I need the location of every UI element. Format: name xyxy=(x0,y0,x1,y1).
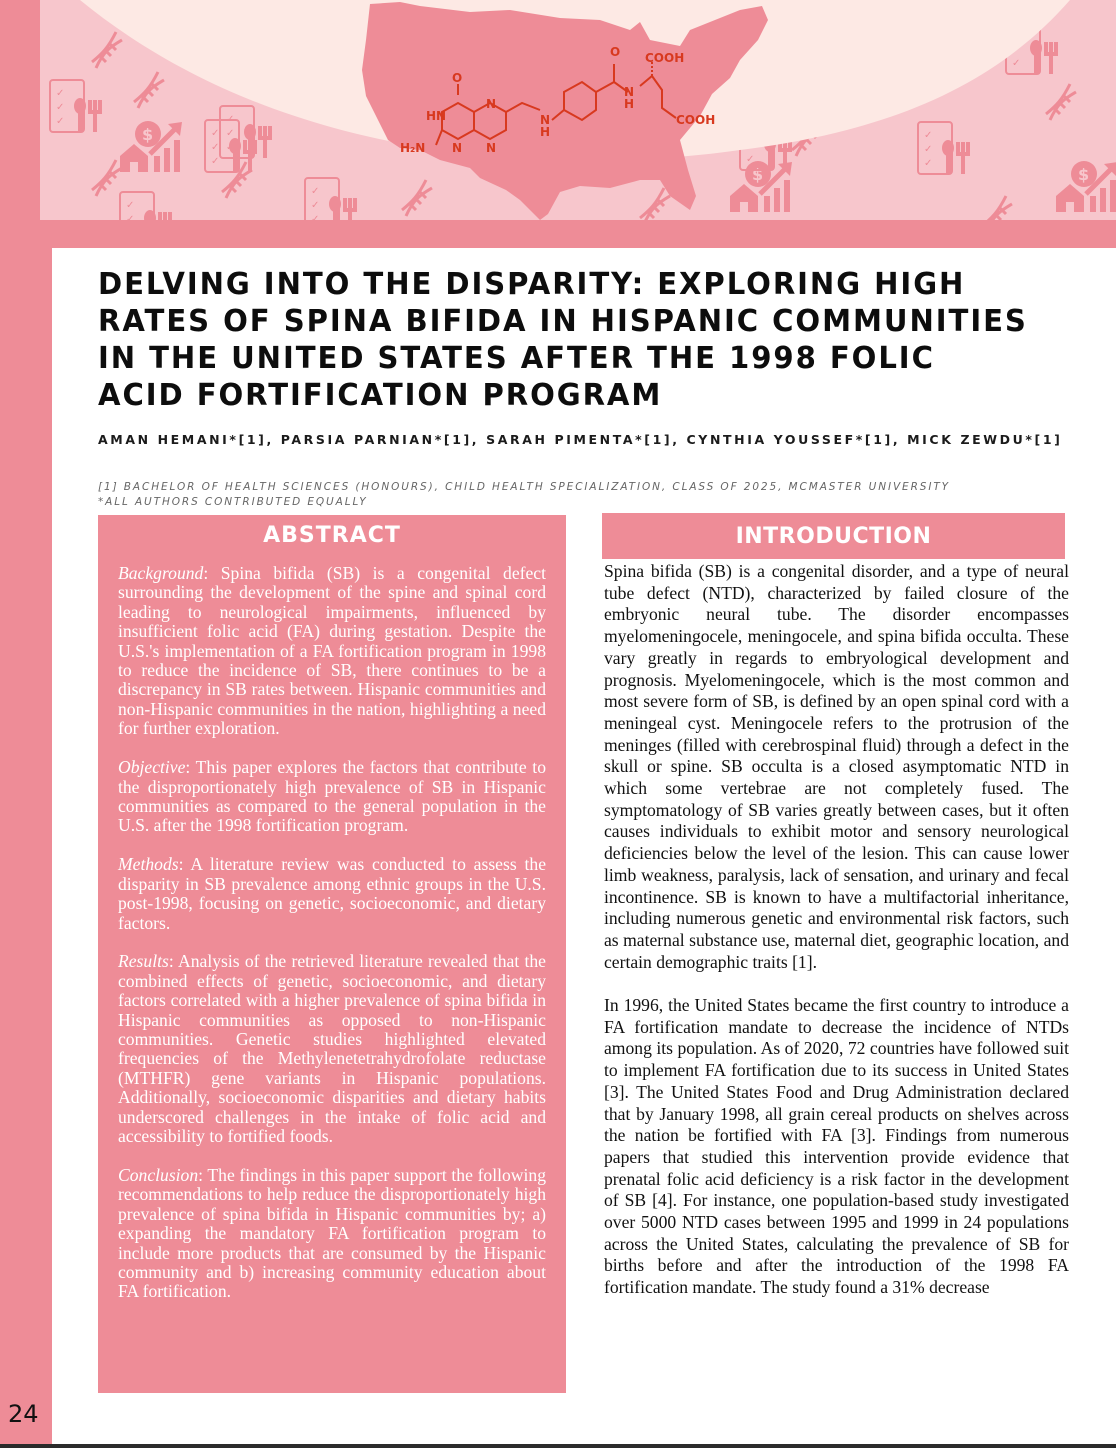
abstract-text: : This paper explores the factors that contribute to the disproportionately high prevalence of SB in Hispanic communities as compared to the general population in the U.S. after the 1998 fortification program. xyxy=(118,757,546,836)
svg-text:O: O xyxy=(452,71,463,85)
house-dollar-growth-icon xyxy=(1056,161,1116,212)
svg-text:N: N xyxy=(540,113,551,127)
introduction-paragraph: In 1996, the United States became the first country to introduce a FA fortification mandate to decrease the incidence of NTDs among its population. As of 2020, 72 countries have followed suit to implement FA fortification due to its success in United States [3]. The United States Food and Drug Administration declared that by January 1998, all grain cereal products on shelves across the nation be fortified with FA [3]. Findings from numerous papers that studied this intervention provide evidence that prenatal folic acid deficiency is a risk factor in the development of SB [4]. For instance, one population-based study investigated over 5000 NTD cases between 1995 and 1999 in 24 populations across the United States, calculating the prevalence of SB for births before and after the introduction of the 1998 FA fortification mandate. The study found a 31% decrease xyxy=(604,995,1069,1298)
svg-text:N: N xyxy=(486,97,497,111)
svg-text:H: H xyxy=(540,125,551,139)
abstract-methods xyxy=(118,855,546,933)
abstract-heading: ABSTRACT xyxy=(263,523,401,548)
abstract-text: : Analysis of the retrieved literature revealed that the combined effects of genetic, socioeconomic, and dietary factors correlated with a higher prevalence of spina bifida in Hispanic communities as opposed to non-Hispanic communities. Genetic studies highlighted elevated frequencies of the Methylenetetrahydrofolate reductase (MTHFR) gene variants in Hispanic populations. Additionally, socioeconomic disparities and dietary habits underscored challenges in the intake of folic acid and accessibility to fortified foods. xyxy=(118,951,546,1147)
introduction-body xyxy=(604,561,1069,1321)
abstract-results xyxy=(118,952,546,1146)
svg-text:N: N xyxy=(452,141,463,155)
dna-icon xyxy=(92,32,122,68)
page-number: 24 xyxy=(8,1400,39,1428)
abstract-text: : A literature review was conducted to assess the disparity in SB prevalence among ethnic groups in the U.S. post-1998, focusing on genetic, socioeconomic, and dietary factors. xyxy=(118,854,546,933)
dna-icon xyxy=(982,196,1012,220)
svg-text:COOH: COOH xyxy=(676,113,716,127)
abstract-background xyxy=(118,564,546,739)
checklist-cutlery-icon xyxy=(50,80,100,132)
banner-illustration: ✓ ✓ ✓ $ O HN H₂N N N N N H O N H COOH COOH xyxy=(40,0,1116,220)
checklist-cutlery-icon xyxy=(305,178,355,220)
svg-text:COOH: COOH xyxy=(645,51,685,65)
banner-pattern-area xyxy=(40,0,1116,220)
affiliation-block xyxy=(98,480,1098,510)
svg-text:HN: HN xyxy=(426,109,447,123)
abstract-label: Results xyxy=(118,951,169,972)
contribution-note: *ALL AUTHORS CONTRIBUTED EQUALLY xyxy=(98,496,368,508)
svg-text:H₂N: H₂N xyxy=(400,141,426,155)
introduction-heading: INTRODUCTION xyxy=(735,523,932,549)
abstract-section xyxy=(98,515,566,1393)
svg-text:H: H xyxy=(624,97,635,111)
abstract-label: Methods xyxy=(118,854,179,875)
house-dollar-growth-icon xyxy=(120,121,182,172)
bottom-border xyxy=(0,1444,1116,1448)
svg-text:O: O xyxy=(610,45,621,59)
checklist-cutlery-icon xyxy=(918,122,968,174)
introduction-heading-bar xyxy=(602,513,1065,559)
abstract-objective xyxy=(118,758,546,836)
dna-icon xyxy=(402,180,432,216)
abstract-label: Objective xyxy=(118,757,186,778)
svg-text:N: N xyxy=(624,85,635,99)
abstract-text: : Spina bifida (SB) is a congenital defect surrounding the development of the spine and spinal cord leading to neurological impairments, influenced by insufficient folic acid (FA) during gestation. Despite the U.S.'s implementation of a FA fortification program in 1998 to reduce the incidence of SB, there continues to be a discrepancy in SB rates between. Hispanic communities and non-Hispanic communities in the nation, highlighting a need for further exploration. xyxy=(118,563,546,739)
abstract-text: : The findings in this paper support the following recommendations to help reduce the disproportionately high prevalence of spina bifida in Hispanic communities by; a) expanding the mandatory FA fortification program to include more products that are consumed by the Hispanic community and b) increasing community education about FA fortification. xyxy=(118,1164,546,1302)
dna-icon xyxy=(640,188,670,220)
svg-text:N: N xyxy=(486,141,497,155)
dna-icon xyxy=(134,72,164,108)
header-banner xyxy=(40,0,1116,248)
dna-icon xyxy=(1046,84,1076,120)
author-list: AMAN HEMANI*[1], PARSIA PARNIAN*[1], SARAH PIMENTA*[1], CYNTHIA YOUSSEF*[1], MICK ZEWDU*[1] xyxy=(98,432,1063,447)
article-title: DELVING INTO THE DISPARITY: EXPLORING HIGH RATES OF SPINA BIFIDA IN HISPANIC COMMUNITIES IN THE UNITED STATES AFTER THE 1998 FOLIC ACID FORTIFICATION PROGRAM xyxy=(98,267,1028,413)
abstract-label: Background xyxy=(118,563,204,583)
checklist-cutlery-icon xyxy=(120,192,170,220)
introduction-paragraph: Spina bifida (SB) is a congenital disorder, and a type of neural tube defect (NTD), characterized by failed closure of the embryonic neural tube. The disorder encompasses myelomeningocele, meningocele, and spina bifida occulta. These vary greatly in regards to embryological development and prognosis. Myelomeningocele, which is the most common and most severe form of SB, is defined by an open spinal cord with a meningeal cyst. Meningocele refers to the protrusion of the meninges (filled with cerebrospinal fluid) through a defect in the skull or spine. SB occulta is a closed asymptomatic NTD in which some vertebrae are not completely fused. The symptomatology of SB varies greatly between cases, but it often causes individuals to exhibit motor and sensory neurological deficiencies below the level of the lesion. This can cause lower limb weakness, paralysis, lack of sensation, and urinary and fecal incontinence. SB is known to have a multifactorial inheritance, including numerous genetic and environmental risk factors, such as maternal substance use, maternal diet, geographic location, and certain demographic traits [1]. xyxy=(604,561,1069,972)
dna-icon xyxy=(92,160,122,196)
abstract-conclusion xyxy=(118,1166,546,1302)
abstract-label: Conclusion xyxy=(118,1164,199,1185)
affiliation-line: [1] BACHELOR OF HEALTH SCIENCES (HONOURS), CHILD HEALTH SPECIALIZATION, CLASS OF 2025, MCMASTER UNIVERSITY xyxy=(98,481,950,493)
